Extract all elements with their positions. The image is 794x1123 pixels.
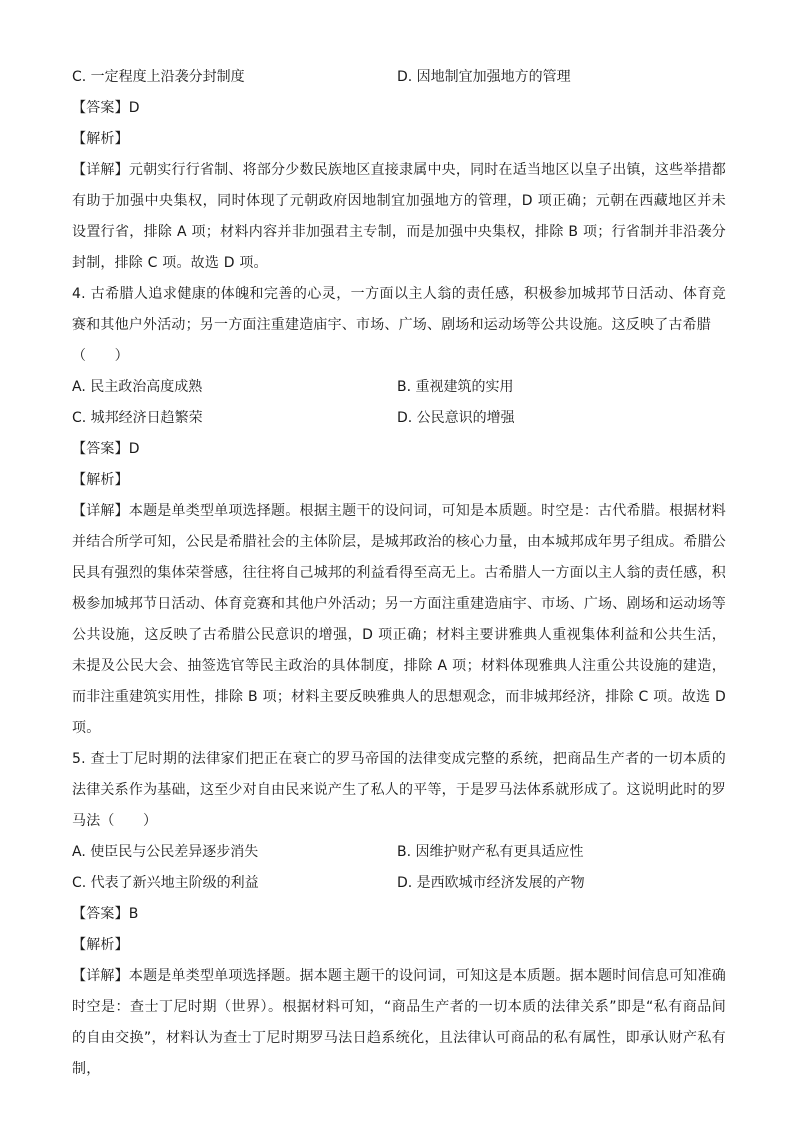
q3-options-row	[72, 62, 726, 93]
q5-analysis-label: 【解析】	[72, 937, 129, 953]
q5-option-d: D. 是西欧城市经济发展的产物	[397, 875, 585, 891]
q4-answer: 【答案】D	[72, 441, 140, 457]
q5-detail: 【详解】本题是单类型单项选择题。据本题主题干的设问词，可知这是本质题。据本题时间信息可知准确时空是：查士丁尼时期（世界）。根据材料可知，“商品生产者的一切本质的法律关系”即是“私有商品间的自由交换”，材料认为查士丁尼时期罗马法日趋系统化，且法律认可商品的私有属性，即承认财产私有制，	[72, 968, 726, 1077]
q5-option-a: A. 使臣民与公民差异逐步消失	[72, 844, 259, 860]
q4-stem: 4. 古希腊人追求健康的体魄和完善的心灵，一方面以主人翁的责任感，积极参加城邦节日活动、体育竞赛和其他户外活动；另一方面注重建造庙宇、市场、广场、剧场和运动场等公共设施。这反映了古希腊	[72, 286, 726, 333]
q3-option-d: D. 因地制宜加强地方的管理	[397, 69, 571, 85]
q4-options-row-1	[72, 372, 726, 403]
q3-option-c: C. 一定程度上沿袭分封制度	[72, 69, 245, 85]
q4-option-b: B. 重视建筑的实用	[397, 379, 514, 395]
q5-options-row-1	[72, 837, 726, 868]
q5-option-c: C. 代表了新兴地主阶级的利益	[72, 875, 259, 891]
q5-options-row-2	[72, 868, 726, 899]
q3-analysis-label: 【解析】	[72, 131, 129, 147]
q4-detail: 【详解】本题是单类型单项选择题。根据主题干的设问词，可知是本质题。时空是：古代希腊。根据材料并结合所学可知，公民是希腊社会的主体阶层，是城邦政治的核心力量，由本城邦成年男子组成。希腊公民具有强烈的集体荣誉感，往往将自己城邦的利益看得至高无上。古希腊人一方面以主人翁的责任感，积极参加城邦节日活动、体育竞赛和其他户外活动；另一方面注重建造庙宇、市场、广场、剧场和运动场等公共设施，这反映了古希腊公民意识的增强，D 项正确；材料主要讲雅典人重视集体利益和公共生活，未提及公民大会、抽签选官等民主政治的具体制度，排除 A 项；材料体现雅典人注重公共设施的建造，而非注重建筑实用性，排除 B 项；材料主要反映雅典人的思想观念，而非城邦经济，排除 C 项。故选 D 项。	[72, 503, 726, 736]
q4-option-d: D. 公民意识的增强	[397, 410, 515, 426]
q3-detail: 【详解】元朝实行行省制、将部分少数民族地区直接隶属中央，同时在适当地区以皇子出镇，这些举措都有助于加强中央集权，同时体现了元朝政府因地制宜加强地方的管理，D 项正确；元朝在西藏地区并未设置行省，排除 A 项；材料内容并非加强君主专制，而是加强中央集权，排除 B 项；行省制并非沿袭分封制，排除 C 项。故选 D 项。	[72, 162, 726, 271]
q3-answer: 【答案】D	[72, 100, 140, 116]
q5-stem: 5. 查士丁尼时期的法律家们把正在衰亡的罗马帝国的法律变成完整的系统，把商品生产者的一切本质的法律关系作为基础，这至少对自由民来说产生了私人的平等，于是罗马法体系就形成了。这说明此时的罗马法（ ）	[72, 751, 726, 829]
q5-answer: 【答案】B	[72, 906, 139, 922]
q4-analysis-label: 【解析】	[72, 472, 129, 488]
q4-paren: （ ）	[72, 348, 129, 364]
q4-option-c: C. 城邦经济日趋繁荣	[72, 410, 203, 426]
document-page	[72, 62, 726, 1085]
q5-option-b: B. 因维护财产私有更具适应性	[397, 844, 584, 860]
q4-option-a: A. 民主政治高度成熟	[72, 379, 203, 395]
q4-options-row-2	[72, 403, 726, 434]
